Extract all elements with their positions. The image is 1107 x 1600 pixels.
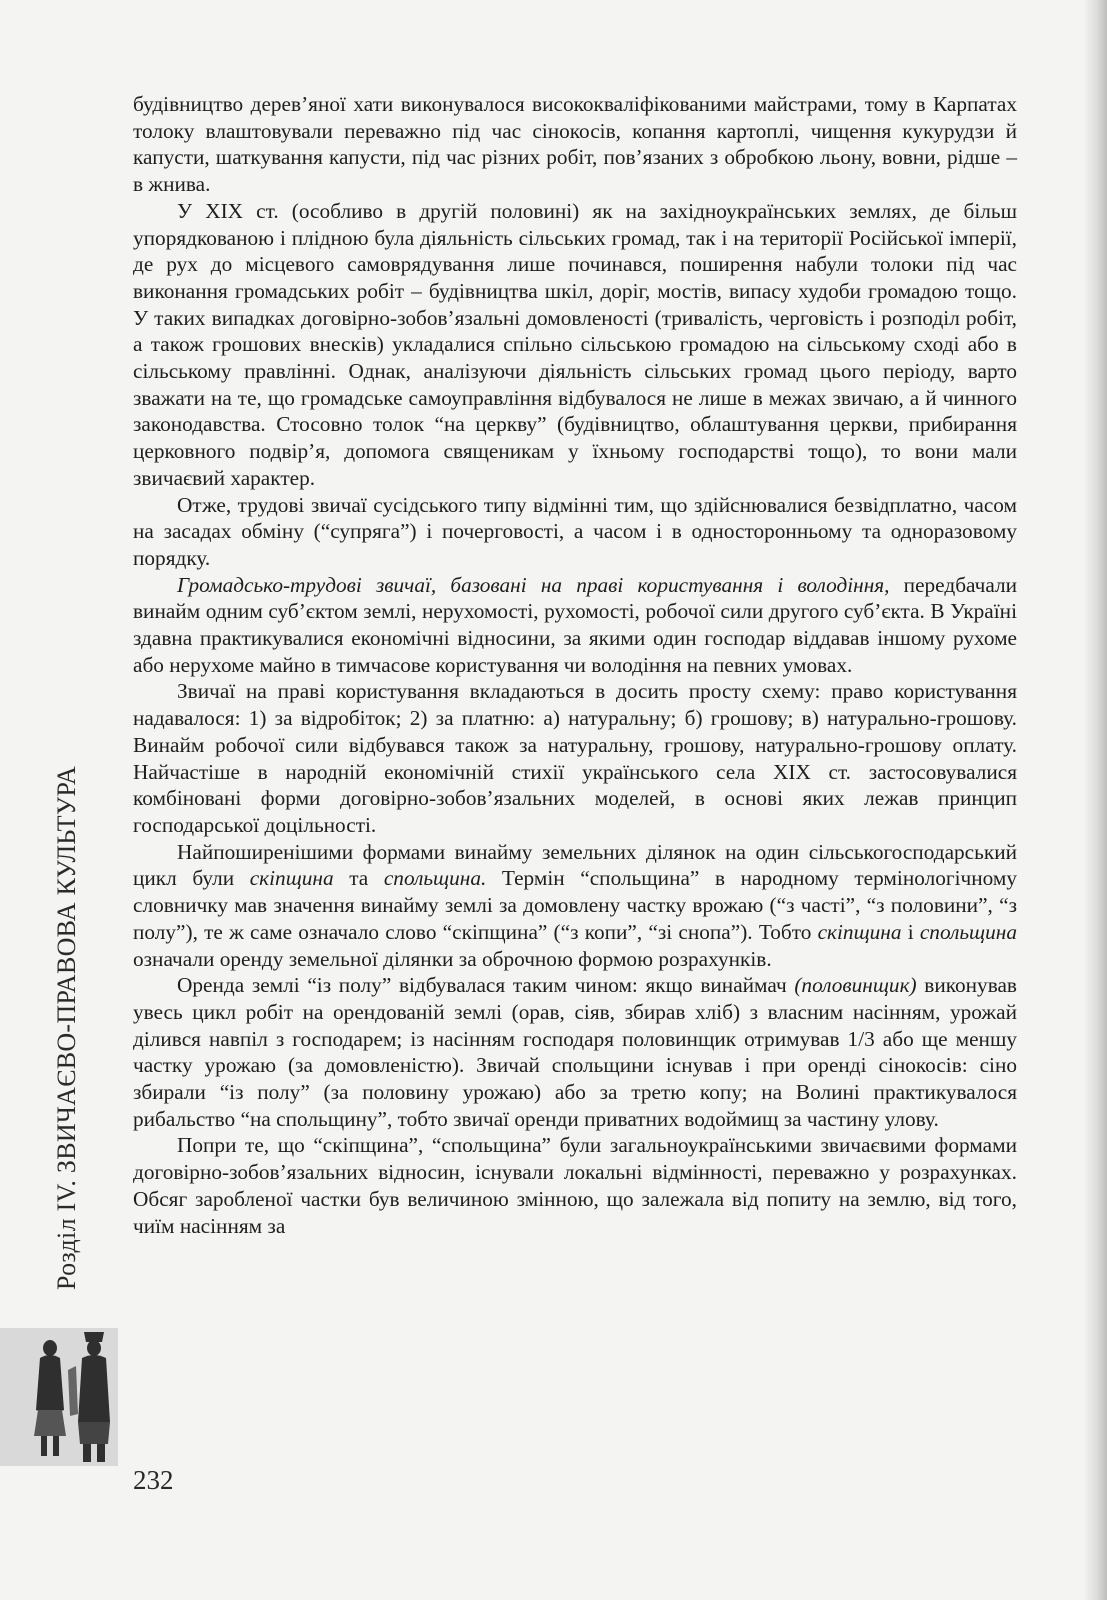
body-text [133,91,1017,1239]
text-run: Попри те, що “скіпщина”, “спольщина” були загальноукраїнськими звичаєвими формами договірно-зобов’язальних відносин, існували локальні відмінності, переважно у розрахунках. Обсяг заробленої частки був величиною змінною, що залежала від попиту на землю, від того, чиїм насінням за [133,1133,1017,1238]
italic-text-run: Громадсько-трудові звичаї, базовані на праві користування і володіння, [177,572,890,597]
paragraph [133,678,1017,838]
italic-text-run: спольщина. [383,866,487,891]
text-run: і [901,919,920,944]
text-run: будівництво дерев’яної хати виконувалося висококваліфікованими майстрами, тому в Карпатах толоку влаштовували переважно під час сінокосів, копання картоплі, чищення кукурудзи й капусти, шаткування капусти, під час різних робіт, пов’язаних з обробкою льону, вовни, рідше – в жнива. [133,92,1017,197]
paragraph [133,1132,1017,1239]
text-run: передбачали винайм одним суб’єктом землі, нерухомості, рухомості, робочої сили другого суб’єкта. В Україні здавна практикувалися економічні відносини, за якими один господар віддавав іншому рухоме або нерухоме майно в тимчасове користування чи володіння на певних умовах. [133,572,1017,677]
folk-figures-illustration [26,1318,122,1468]
text-run: виконував увесь цикл робіт на орендованій землі (орав, сіяв, збирав хліб) з власним насінням, урожай ділився навпіл з господарем; із насінням господаря половинщик отримував 1/3 або ще меншу частку урожаю (за домовленістю). Звичай спольщини існував і при оренді сінокосів: сіно збирали “із полу” (за половину урожаю) або за третю копу; на Волині практикувалося рибальство “на спольщину”, тобто звичаї оренди приватних водоймищ за частину улову. [133,973,1017,1131]
paragraph [133,198,1017,492]
text-run: Термін “спольщина” в народному термінологічному словничку мав значення винайму землі за домовлену частку врожаю (“з часті”, “з половини”, “з полу”), те ж саме означало слово “скіпщина” (“з копи”, “зі снопа”). Тобто [133,866,1017,944]
page-number: 232 [133,1465,174,1495]
italic-text-run: спольщина [919,919,1017,944]
italic-text-run: (половинщик) [794,973,917,998]
text-run: означали оренду земельної ділянки за оброчною формою розрахунків. [133,946,772,971]
paragraph [133,572,1017,679]
paragraph [133,839,1017,973]
text-run: Оренда землі “із полу” відбувалася таким чином: якщо винаймач [177,973,795,998]
text-run: та [333,866,384,891]
paragraph [133,91,1017,198]
page-edge-shadow [1083,0,1107,1600]
italic-text-run: скіпщина [249,866,334,891]
paragraph [133,972,1017,1132]
text-run: Отже, трудові звичаї сусідського типу відмінні тим, що здійснювалися безвідплатно, часом на засадах обміну (“супряга”) і почерговості, а часом і в односторонньому та одноразовому порядку. [133,492,1017,570]
italic-text-run: скіпщина [817,919,902,944]
text-run: Найпоширенішими формами винайму земельних ділянок на один сільськогосподарський цикл були [133,839,1017,891]
running-head: Розділ IV. ЗВИЧАЄВО-ПРАВОВА КУЛЬТУРА [52,765,81,1290]
text-run: Звичаї на праві користування вкладаються в досить просту схему: право користування надавалося: 1) за відробіток; 2) за платню: а) натуральну; б) грошову; в) натурально-грошову. Винайм робочої сили відбувався також за натуральну, грошову, натурально-грошову оплату. Найчастіше в народній економічній стихії українського села XIX ст. застосовувалися комбіновані форми договірно-зобов’язальних моделей, в основі яких лежав принцип господарської доцільності. [133,679,1017,837]
text-run: У XIX ст. (особливо в другій половині) як на західноукраїнських землях, де більш упорядкованою і плідною була діяльність сільських громад, так і на території Російської імперії, де рух до місцевого самоврядування лише починався, поширення набули толоки під час виконання громадських робіт – будівництва шкіл, доріг, мостів, випасу худоби громадою тощо. У таких випадках договірно-зобов’язальні домовленості (тривалість, черговість і розподіл робіт, а також грошових внесків) укладалися спільно сільською громадою на сільському сході або в сільському правлінні. Однак, аналізуючи діяльність сільських громад цього періоду, варто зважати на те, що громадське самоуправління відбувалося не лише в межах звичаю, а й чинного законодавства. Стосовно толок “на церкву” (будівництво, облаштування церкви, прибирання церковного подвір’я, допомога священикам у їхньому господарстві тощо), то вони мали звичаєвий характер. [133,198,1017,490]
paragraph [133,492,1017,572]
